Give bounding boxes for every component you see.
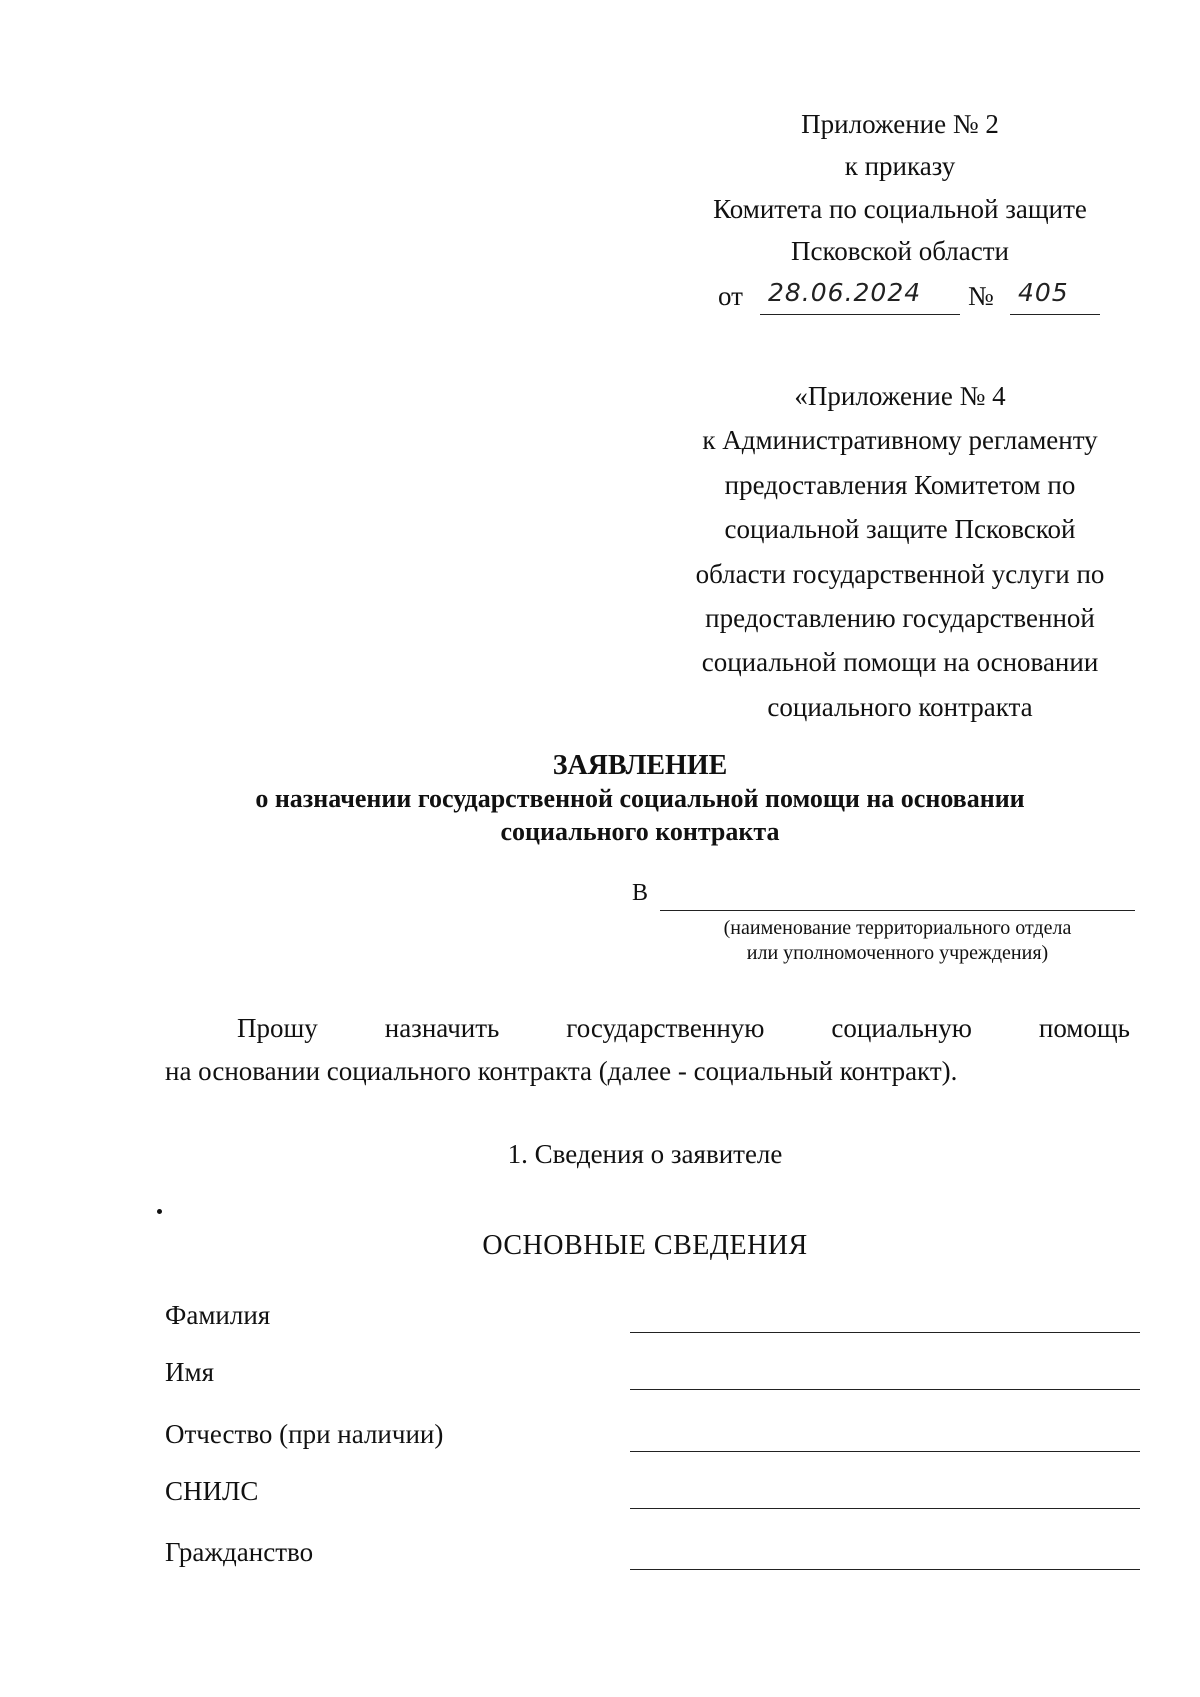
field-label: Гражданство [165, 1537, 314, 1567]
field-input-line[interactable] [630, 1451, 1140, 1452]
appendix-2-order: к приказу [844, 151, 956, 182]
request-word: государственную [566, 1013, 765, 1043]
appendix-4-line: «Приложение № 4 [794, 381, 1006, 411]
number-underline [1010, 314, 1100, 315]
order-date-number-line [650, 278, 1150, 318]
appendix-4-line: социального контракта [767, 691, 1033, 722]
appendix-4-line: области государственной услуги по [695, 558, 1105, 589]
recipient-field-line[interactable] [660, 910, 1135, 911]
title-line-2: о назначении государственной социальной помощи на основании [255, 784, 1025, 813]
field-label: Фамилия [165, 1300, 271, 1330]
appendix-2-title: Приложение № 2 [801, 109, 999, 139]
field-row-snils [165, 1476, 1140, 1516]
recipient-block [580, 880, 1140, 966]
date-underline [760, 314, 960, 315]
request-line-1 [165, 1007, 1130, 1050]
number-prefix: № [968, 280, 994, 311]
appendix-2-header [650, 108, 1150, 328]
appendix-4-line: предоставления Комитетом по [724, 469, 1076, 500]
request-word: назначить [384, 1013, 500, 1043]
field-input-line[interactable] [630, 1569, 1140, 1570]
request-word: помощь [1038, 1013, 1130, 1043]
request-line-2: на основании социального контракта (далее - социальный контракт). [165, 1056, 958, 1087]
recipient-caption-1: (наименование территориального отдела [723, 917, 1072, 939]
field-row-name [165, 1357, 1140, 1397]
appendix-4-line: социальной защите Псковской [724, 514, 1076, 545]
date-prefix: от [718, 280, 743, 311]
request-paragraph [165, 1007, 1130, 1093]
appendix-4-line: социальной помощи на основании [701, 647, 1099, 678]
document-title [160, 748, 1120, 848]
field-row-patronymic [165, 1419, 1140, 1459]
handwritten-number: 405 [1018, 277, 1069, 307]
request-word: Прошу [237, 1013, 318, 1043]
field-row-surname [165, 1300, 1140, 1340]
basic-info-heading: ОСНОВНЫЕ СВЕДЕНИЯ [482, 1230, 808, 1261]
request-word: социальную [831, 1013, 972, 1043]
field-label: СНИЛС [165, 1476, 259, 1506]
field-input-line[interactable] [630, 1332, 1140, 1333]
field-label: Отчество (при наличии) [165, 1419, 444, 1449]
title-heading: ЗАЯВЛЕНИЕ [552, 750, 728, 781]
field-row-citizenship [165, 1537, 1140, 1577]
appendix-2-committee: Комитета по социальной защите [713, 193, 1087, 224]
scan-speck [157, 1209, 162, 1214]
field-input-line[interactable] [630, 1508, 1140, 1509]
handwritten-date: 28.06.2024 [768, 277, 922, 307]
appendix-4-line: к Административному регламенту [702, 425, 1098, 456]
section-1-heading: 1. Сведения о заявителе [507, 1139, 783, 1169]
appendix-2-region: Псковской области [790, 236, 1009, 267]
appendix-4-line: предоставлению государственной [705, 602, 1095, 633]
recipient-caption-2: или уполномоченного учреждения) [746, 942, 1049, 964]
appendix-4-header [640, 380, 1160, 735]
field-input-line[interactable] [630, 1389, 1140, 1390]
field-label: Имя [165, 1357, 215, 1387]
recipient-prefix: В [632, 880, 649, 906]
recipient-line [580, 880, 1140, 914]
title-line-3: социального контракта [500, 816, 780, 846]
